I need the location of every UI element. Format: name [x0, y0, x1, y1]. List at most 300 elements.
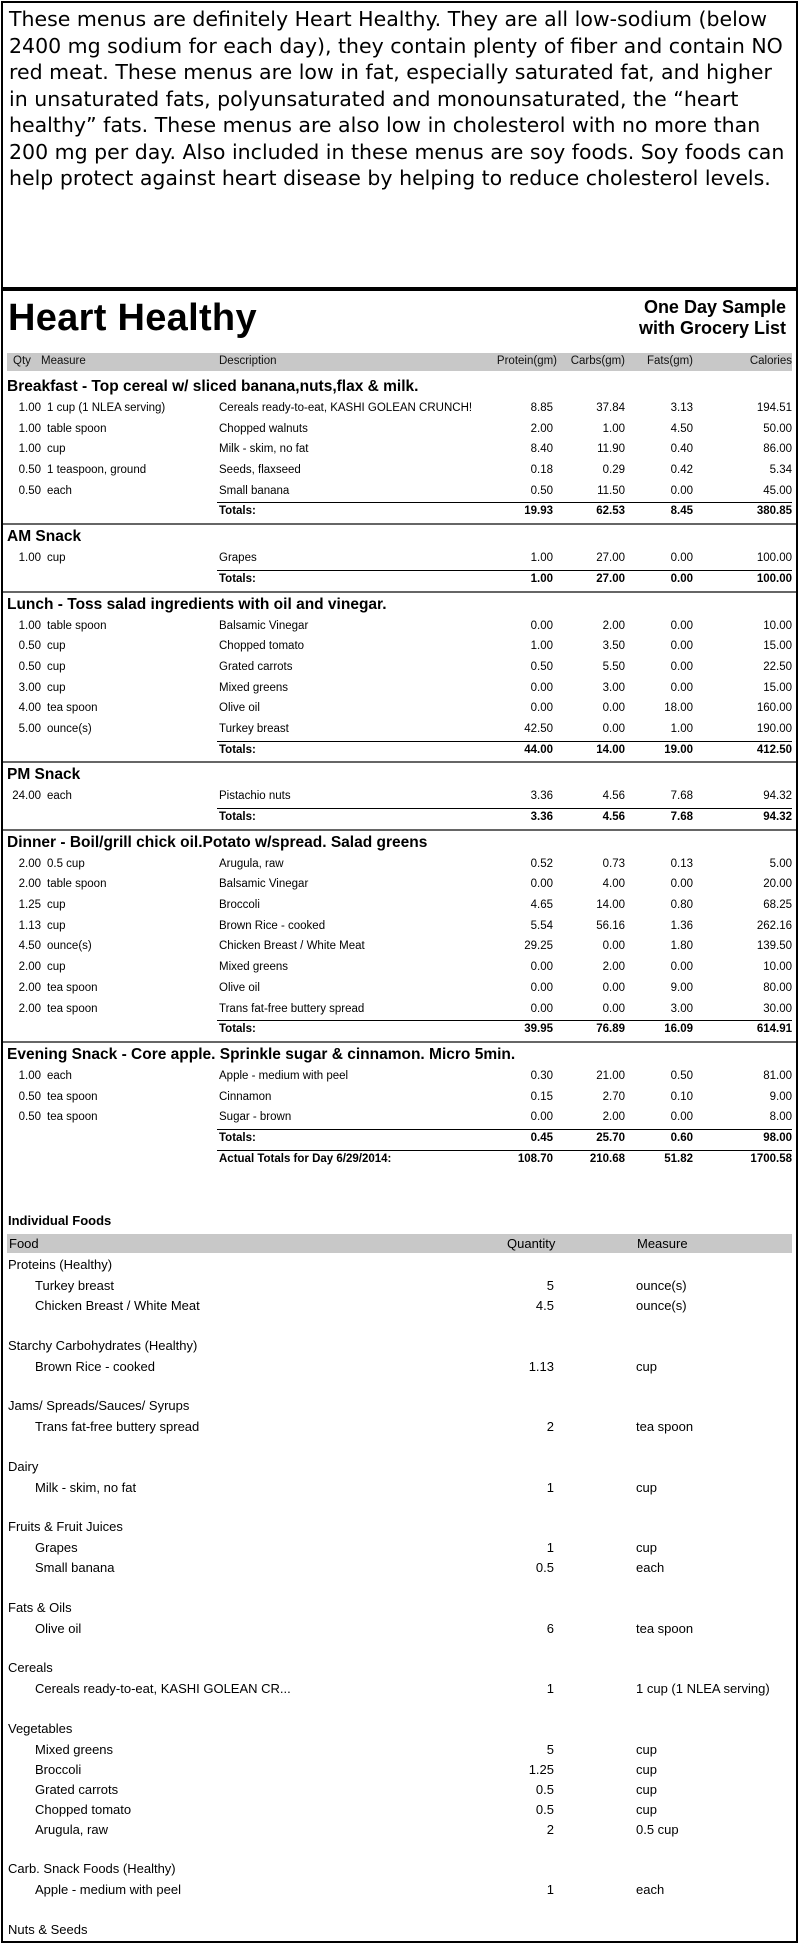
row-measure: table spoon — [47, 422, 107, 435]
food-row — [3, 617, 796, 638]
row-calories: 45.00 — [763, 484, 792, 497]
col-carbs: Carbs(gm) — [570, 355, 625, 367]
row-protein: 0.18 — [530, 464, 553, 477]
row-calories: 194.51 — [756, 402, 792, 414]
row-measure: 1 cup (1 NLEA serving) — [47, 402, 166, 414]
sample-line-2: with Grocery List — [638, 318, 786, 338]
meal-title: Evening Snack - Core apple. Sprinkle sugar & cinnamon. Micro 5min. — [7, 1045, 516, 1063]
totals-calories: 380.85 — [756, 505, 792, 518]
row-qty: 2.00 — [18, 1002, 41, 1015]
totals-protein: 3.36 — [530, 811, 553, 823]
category-spacer — [3, 1577, 796, 1598]
row-qty: 1.25 — [18, 899, 41, 912]
totals-fats: 19.00 — [664, 743, 693, 756]
row-description: Arugula, raw — [219, 857, 284, 870]
grocery-item — [3, 1799, 796, 1819]
row-protein: 0.50 — [530, 484, 553, 497]
totals-fats: 51.82 — [664, 1152, 693, 1165]
totals-protein: 1.00 — [530, 572, 553, 585]
row-qty: 24.00 — [12, 790, 41, 803]
row-description: Chopped tomato — [219, 640, 305, 653]
grocery-item-name: Chicken Breast / White Meat — [35, 1298, 200, 1313]
row-protein: 8.40 — [530, 443, 553, 456]
row-calories: 5.00 — [769, 857, 792, 870]
row-protein: 0.00 — [530, 981, 553, 994]
grocery-item-qty: 1 — [546, 1479, 554, 1495]
totals-carbs: 27.00 — [596, 572, 625, 585]
row-calories: 30.00 — [763, 1002, 792, 1015]
row-carbs: 2.00 — [602, 961, 625, 974]
totals-protein: 0.45 — [530, 1131, 553, 1144]
category-spacer — [3, 1315, 796, 1336]
row-protein: 1.00 — [530, 640, 553, 653]
grocery-item-measure: tea spoon — [636, 1620, 694, 1636]
grocery-item-measure: tea spoon — [636, 1419, 694, 1434]
row-measure: cup — [47, 919, 66, 932]
totals-calories: 614.91 — [756, 1023, 792, 1036]
grocery-category: Nuts & Seeds — [8, 1921, 88, 1937]
row-calories: 20.00 — [763, 878, 792, 891]
column-header — [7, 353, 792, 371]
row-qty: 2.00 — [18, 961, 41, 974]
row-fats: 0.42 — [670, 464, 693, 477]
category-spacer — [3, 1698, 796, 1719]
grocery-item-name: Broccoli — [35, 1761, 82, 1777]
row-measure: each — [47, 790, 72, 803]
row-fats: 3.13 — [670, 402, 693, 414]
row-measure: cup — [47, 681, 66, 694]
row-qty: 2.00 — [18, 981, 41, 994]
row-measure: ounce(s) — [47, 940, 92, 953]
row-description: Mixed greens — [219, 961, 289, 974]
row-protein: 0.00 — [530, 961, 553, 974]
row-fats: 4.50 — [670, 422, 693, 435]
row-qty: 1.13 — [18, 919, 41, 932]
grocery-item-measure: ounce(s) — [636, 1298, 687, 1313]
row-fats: 3.00 — [670, 1002, 693, 1015]
row-description: Mixed greens — [219, 681, 289, 694]
row-fats: 0.00 — [670, 660, 693, 673]
row-fats: 0.40 — [670, 443, 693, 456]
row-measure: each — [47, 1069, 72, 1082]
row-fats: 0.00 — [670, 878, 693, 891]
grocery-item-measure: cup — [636, 1741, 657, 1757]
row-protein: 2.00 — [530, 422, 553, 435]
grocery-item-qty: 6 — [546, 1620, 554, 1636]
totals-fats: 7.68 — [670, 811, 693, 823]
grocery-item — [3, 1356, 796, 1376]
grocery-item-measure: each — [636, 1882, 665, 1897]
row-description: Balsamic Vinegar — [219, 619, 309, 632]
food-row — [3, 958, 796, 979]
row-calories: 160.00 — [756, 702, 792, 715]
grocery-category: Vegetables — [8, 1720, 73, 1736]
row-description: Turkey breast — [219, 722, 289, 735]
row-protein: 0.30 — [530, 1069, 553, 1082]
totals-carbs: 14.00 — [596, 743, 625, 756]
grocery-item-name: Turkey breast — [35, 1278, 114, 1293]
grocery-item-name: Trans fat-free buttery spread — [35, 1419, 200, 1434]
row-calories: 5.34 — [769, 464, 792, 477]
grocery-item-name: Brown Rice - cooked — [35, 1358, 155, 1374]
row-carbs: 11.90 — [597, 443, 625, 456]
meal-section — [3, 1041, 796, 1170]
row-fats: 0.00 — [670, 552, 693, 565]
row-qty: 0.50 — [18, 660, 41, 673]
col-description: Description — [219, 355, 277, 367]
grocery-item-name: Grated carrots — [35, 1781, 119, 1797]
row-carbs: 56.16 — [596, 919, 625, 932]
row-measure: cup — [47, 660, 66, 673]
row-measure: cup — [47, 961, 66, 974]
row-description: Pistachio nuts — [219, 790, 291, 803]
row-description: Olive oil — [219, 702, 260, 715]
grocery-item-qty: 1.25 — [528, 1761, 554, 1777]
row-qty: 3.00 — [18, 681, 41, 694]
category-spacer — [3, 1638, 796, 1659]
totals-carbs: 210.68 — [589, 1152, 625, 1165]
grocery-item-qty: 0.5 — [535, 1801, 554, 1817]
row-calories: 8.00 — [769, 1111, 792, 1124]
row-carbs: 1.00 — [602, 422, 625, 435]
col-fats: Fats(gm) — [647, 355, 693, 367]
food-row — [3, 979, 796, 1000]
row-qty: 0.50 — [18, 1090, 41, 1103]
grocery-item-measure: cup — [636, 1801, 657, 1817]
category-spacer — [3, 1497, 796, 1518]
row-description: Broccoli — [219, 899, 260, 912]
row-description: Apple - medium with peel — [219, 1069, 349, 1082]
category-spacer — [3, 1899, 796, 1920]
row-carbs: 27.00 — [596, 552, 625, 565]
grocery-item-qty: 1.13 — [528, 1358, 554, 1374]
row-carbs: 3.00 — [602, 681, 625, 694]
grocery-category: Fruits & Fruit Juices — [8, 1519, 123, 1534]
row-qty: 0.50 — [18, 464, 41, 477]
grocery-item-measure: each — [636, 1560, 665, 1575]
grocery-item — [3, 1295, 796, 1315]
food-row — [3, 787, 796, 808]
totals-calories: 412.50 — [756, 743, 792, 756]
meal-section — [3, 829, 796, 1041]
food-row — [3, 461, 796, 482]
grocery-item-name: Chopped tomato — [35, 1801, 132, 1817]
grocery-item — [3, 1879, 796, 1899]
grocery-item — [3, 1537, 796, 1557]
row-description: Grated carrots — [219, 660, 293, 673]
row-measure: tea spoon — [47, 1090, 98, 1103]
row-carbs: 21.00 — [596, 1069, 625, 1082]
col-measure: Measure — [41, 355, 86, 367]
row-fats: 7.68 — [670, 790, 693, 803]
row-qty: 2.00 — [18, 878, 41, 891]
grocery-item-name: Grapes — [35, 1540, 78, 1555]
row-fats: 0.10 — [670, 1090, 693, 1103]
grocery-item-measure: 1 cup (1 NLEA serving) — [636, 1681, 770, 1696]
row-description: Small banana — [219, 484, 290, 497]
totals-protein: 44.00 — [524, 743, 553, 756]
food-row — [3, 720, 796, 741]
row-qty: 2.00 — [18, 857, 41, 870]
grocery-item — [3, 1618, 796, 1638]
row-calories: 86.00 — [763, 443, 792, 456]
totals-label: Totals: — [219, 1023, 256, 1036]
totals-label: Totals: — [219, 1131, 256, 1144]
row-calories: 139.50 — [756, 940, 792, 953]
row-description: Chicken Breast / White Meat — [219, 940, 365, 953]
grocery-list — [3, 1255, 796, 1940]
row-measure: cup — [47, 443, 66, 456]
row-measure: 1 teaspoon, ground — [47, 464, 147, 477]
sample-line-1: One Day Sample — [643, 297, 786, 317]
row-protein: 0.00 — [530, 878, 553, 891]
grocery-item-name: Milk - skim, no fat — [35, 1479, 137, 1495]
grocery-item-name: Arugula, raw — [35, 1821, 108, 1837]
row-calories: 50.00 — [763, 422, 792, 435]
food-row — [3, 399, 796, 420]
grocery-item-measure: ounce(s) — [636, 1278, 687, 1293]
col-qty: Qty — [13, 355, 31, 367]
food-row — [3, 1088, 796, 1109]
totals-row — [3, 1020, 796, 1041]
totals-row — [3, 741, 796, 762]
row-fats: 1.36 — [670, 919, 693, 932]
row-qty: 1.00 — [18, 422, 41, 435]
grocery-item — [3, 1759, 796, 1779]
row-carbs: 0.00 — [602, 940, 625, 953]
row-qty: 1.00 — [18, 1069, 41, 1082]
row-fats: 9.00 — [670, 981, 693, 994]
totals-row — [3, 808, 796, 829]
row-protein: 3.36 — [530, 790, 553, 803]
grocery-item-qty: 4.5 — [535, 1298, 554, 1313]
row-qty: 1.00 — [18, 552, 41, 565]
row-qty: 4.50 — [18, 940, 41, 953]
meal-title: AM Snack — [7, 528, 82, 546]
grocery-category: Proteins (Healthy) — [8, 1257, 113, 1272]
totals-row — [3, 502, 796, 523]
row-carbs: 2.70 — [602, 1090, 625, 1103]
row-description: Trans fat-free buttery spread — [219, 1002, 365, 1015]
grocery-item — [3, 1416, 796, 1436]
food-row — [3, 658, 796, 679]
totals-protein: 19.93 — [524, 505, 553, 518]
totals-carbs: 25.70 — [596, 1131, 625, 1144]
food-row — [3, 875, 796, 896]
row-fats: 1.00 — [670, 722, 693, 735]
row-measure: table spoon — [47, 619, 107, 632]
totals-label: Totals: — [219, 811, 256, 823]
food-row — [3, 679, 796, 700]
row-protein: 0.50 — [530, 660, 553, 673]
grocery-item — [3, 1477, 796, 1497]
grocery-category: Fats & Oils — [8, 1599, 72, 1615]
grocery-col-food: Food — [9, 1236, 39, 1251]
row-protein: 0.00 — [530, 702, 553, 715]
row-protein: 0.00 — [530, 619, 553, 632]
row-carbs: 0.00 — [602, 1002, 625, 1015]
row-protein: 4.65 — [530, 899, 553, 912]
row-qty: 0.50 — [18, 1111, 41, 1124]
row-calories: 81.00 — [763, 1069, 792, 1082]
food-row — [3, 937, 796, 958]
totals-label: Totals: — [219, 505, 256, 518]
totals-calories: 1700.58 — [750, 1152, 792, 1165]
grocery-item — [3, 1739, 796, 1759]
row-fats: 1.80 — [670, 940, 693, 953]
row-qty: 4.00 — [18, 702, 41, 715]
row-fats: 0.00 — [670, 484, 693, 497]
row-description: Milk - skim, no fat — [219, 443, 309, 456]
row-fats: 0.00 — [670, 619, 693, 632]
row-measure: tea spoon — [47, 702, 98, 715]
grocery-item-measure: cup — [636, 1540, 657, 1555]
grocery-item-qty: 1 — [546, 1540, 554, 1555]
grocery-item-qty: 5 — [546, 1278, 554, 1293]
totals-calories: 94.32 — [763, 811, 792, 823]
row-protein: 0.52 — [530, 857, 553, 870]
food-row — [3, 549, 796, 570]
row-fats: 0.00 — [670, 681, 693, 694]
actual-totals-row — [3, 1150, 796, 1171]
col-protein: Protein(gm) — [496, 355, 557, 367]
col-calories: Calories — [749, 355, 792, 367]
grocery-category: Carb. Snack Foods (Healthy) — [8, 1861, 176, 1876]
row-fats: 0.00 — [670, 1111, 693, 1124]
totals-fats: 0.00 — [670, 572, 693, 585]
totals-fats: 16.09 — [664, 1023, 693, 1036]
row-calories: 262.16 — [756, 919, 792, 932]
row-fats: 0.13 — [670, 857, 693, 870]
grocery-item-qty: 5 — [546, 1741, 554, 1757]
row-calories: 68.25 — [763, 899, 792, 912]
row-measure: tea spoon — [47, 1111, 98, 1124]
row-carbs: 0.00 — [602, 981, 625, 994]
totals-protein: 39.95 — [524, 1023, 553, 1036]
row-calories: 94.32 — [763, 790, 792, 803]
row-calories: 190.00 — [756, 722, 792, 735]
meal-title: Dinner - Boil/grill chick oil.Potato w/spread. Salad greens — [7, 833, 428, 851]
row-description: Cereals ready-to-eat, KASHI GOLEAN CRUNCH! — [219, 402, 473, 414]
food-row — [3, 699, 796, 720]
grocery-item-name: Mixed greens — [35, 1741, 114, 1757]
grocery-category: Cereals — [8, 1660, 53, 1675]
totals-row — [3, 570, 796, 591]
row-carbs: 3.50 — [602, 640, 625, 653]
row-calories: 10.00 — [763, 961, 792, 974]
row-protein: 29.25 — [524, 940, 553, 953]
grocery-category: Jams/ Spreads/Sauces/ Syrups — [8, 1398, 190, 1413]
grocery-item-measure: cup — [636, 1781, 657, 1797]
grocery-item-name: Small banana — [35, 1560, 115, 1575]
row-carbs: 2.00 — [602, 619, 625, 632]
row-description: Brown Rice - cooked — [219, 919, 326, 932]
totals-label: Totals: — [219, 743, 256, 756]
food-row — [3, 917, 796, 938]
row-carbs: 2.00 — [602, 1111, 625, 1124]
row-fats: 0.00 — [670, 961, 693, 974]
grocery-item-qty: 1 — [546, 1882, 554, 1897]
individual-foods-title: Individual Foods — [8, 1213, 112, 1228]
menu-panel — [1, 288, 798, 1943]
food-row — [3, 1067, 796, 1088]
meal-list — [3, 375, 796, 1170]
row-protein: 0.00 — [530, 1002, 553, 1015]
grocery-col-measure: Measure — [637, 1236, 688, 1251]
row-calories: 22.50 — [763, 660, 792, 673]
grocery-item-qty: 0.5 — [535, 1560, 554, 1575]
row-qty: 0.50 — [18, 484, 41, 497]
row-fats: 0.80 — [670, 899, 693, 912]
row-fats: 18.00 — [664, 702, 693, 715]
grocery-item-qty: 2 — [546, 1419, 554, 1434]
row-carbs: 4.56 — [602, 790, 625, 803]
row-measure: table spoon — [47, 878, 107, 891]
row-protein: 0.00 — [530, 1111, 553, 1124]
totals-fats: 0.60 — [670, 1131, 693, 1144]
row-carbs: 0.00 — [602, 722, 625, 735]
grocery-item — [3, 1779, 796, 1799]
grocery-col-quantity: Quantity — [507, 1236, 556, 1251]
food-row — [3, 1108, 796, 1129]
row-qty: 1.00 — [18, 443, 41, 456]
grocery-item — [3, 1678, 796, 1698]
row-carbs: 14.00 — [596, 899, 625, 912]
totals-label: Totals: — [219, 572, 256, 585]
food-row — [3, 420, 796, 441]
row-measure: cup — [47, 552, 66, 565]
row-protein: 1.00 — [530, 552, 553, 565]
row-measure: each — [47, 484, 72, 497]
meal-section — [3, 375, 796, 523]
grocery-item-measure: cup — [636, 1761, 657, 1777]
food-row — [3, 637, 796, 658]
food-row — [3, 1000, 796, 1021]
row-protein: 0.15 — [530, 1090, 553, 1103]
row-description: Cinnamon — [219, 1090, 272, 1103]
row-carbs: 0.73 — [602, 857, 625, 870]
row-protein: 5.54 — [530, 919, 553, 932]
row-measure: ounce(s) — [47, 722, 92, 735]
grocery-item-measure: 0.5 cup — [636, 1821, 679, 1837]
row-measure: tea spoon — [47, 981, 98, 994]
row-carbs: 0.29 — [602, 464, 625, 477]
row-carbs: 5.50 — [602, 660, 625, 673]
row-description: Balsamic Vinegar — [219, 878, 309, 891]
row-calories: 100.00 — [756, 552, 792, 565]
totals-protein: 108.70 — [517, 1152, 553, 1165]
food-row — [3, 440, 796, 461]
grocery-item — [3, 1557, 796, 1577]
row-fats: 0.50 — [670, 1069, 693, 1082]
row-fats: 0.00 — [670, 640, 693, 653]
grocery-item-qty: 0.5 — [535, 1781, 554, 1797]
row-measure: cup — [47, 640, 66, 653]
grocery-category: Starchy Carbohydrates (Healthy) — [8, 1337, 198, 1353]
row-qty: 5.00 — [18, 722, 41, 735]
row-measure: cup — [47, 899, 66, 912]
grocery-header — [7, 1234, 792, 1253]
row-carbs: 0.00 — [602, 702, 625, 715]
row-protein: 42.50 — [524, 722, 553, 735]
page-title: Heart Healthy — [8, 297, 257, 339]
food-row — [3, 855, 796, 876]
category-spacer — [3, 1376, 796, 1397]
totals-label: Actual Totals for Day 6/29/2014: — [219, 1152, 392, 1165]
category-spacer — [3, 1839, 796, 1860]
totals-carbs: 76.89 — [596, 1023, 625, 1036]
grocery-item-measure: cup — [636, 1358, 657, 1374]
